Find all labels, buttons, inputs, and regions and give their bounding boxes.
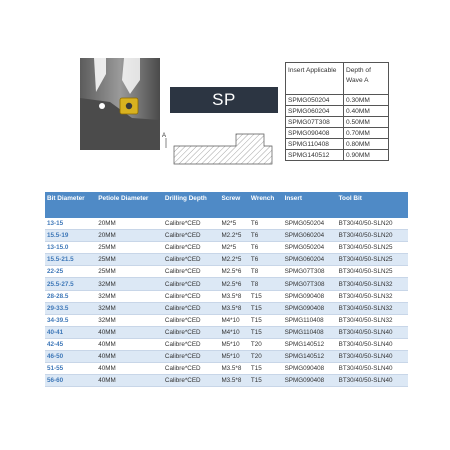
wrench-cell: T8 [249, 266, 283, 278]
header-drilling-depth: Drilling Depth [164, 195, 207, 202]
insert-cell: SPMG140512 [283, 338, 337, 350]
wrench-cell: T15 [249, 326, 283, 338]
petiole-diameter-cell: 32MM [96, 290, 163, 302]
wrench-cell: T15 [249, 375, 283, 387]
tool-bit-cell: BT30/40/50-SLN20 [337, 230, 408, 242]
bit-diameter-cell: 34-39.5 [45, 314, 96, 326]
wave-insert-cell: SPMG090408 [286, 128, 344, 139]
tool-bit-cell: BT30/40/50-SLN32 [337, 314, 408, 326]
wave-depth-cell: 0.50MM [344, 117, 389, 128]
wrench-cell: T6 [249, 218, 283, 230]
insert-type-badge: SP [170, 87, 278, 113]
bit-diameter-cell: 42-45 [45, 338, 96, 350]
table-row [45, 218, 408, 230]
tool-bit-cell: BT30/40/50-SLN25 [337, 242, 408, 254]
tool-bit-cell: BT30/40/50-SLN40 [337, 375, 408, 387]
drilling-depth-cell: Calibre*CED [163, 290, 220, 302]
petiole-diameter-cell: 20MM [96, 230, 163, 242]
screw-cell: M3.5*8 [219, 302, 248, 314]
tool-bit-cell: BT30/40/50-SLN40 [337, 363, 408, 375]
petiole-diameter-cell: 40MM [96, 326, 163, 338]
screw-cell: M2.5*6 [219, 278, 248, 290]
wave-header-depth: Depth of Wave A [344, 63, 389, 95]
wave-table-row [286, 106, 389, 117]
drilling-depth-cell: Calibre*CED [163, 338, 220, 350]
table-row [45, 266, 408, 278]
screw-cell: M3.5*8 [219, 363, 248, 375]
drilling-depth-cell: Calibre*CED [163, 326, 220, 338]
drilling-depth-cell: Calibre*CED [163, 254, 220, 266]
screw-cell: M4*10 [219, 314, 248, 326]
bit-diameter-cell: 15.5-21.5 [45, 254, 96, 266]
tool-bit-cell: BT30/40/50-SLN20 [337, 218, 408, 230]
drilling-depth-cell: Calibre*CED [163, 230, 220, 242]
screw-cell: M2.2*5 [219, 254, 248, 266]
header-insert: Insert [284, 195, 302, 202]
petiole-diameter-cell: 25MM [96, 254, 163, 266]
wave-table-row [286, 128, 389, 139]
wave-insert-cell: SPMG140512 [286, 150, 344, 161]
wave-insert-cell: SPMG110408 [286, 139, 344, 150]
tool-bit-cell: BT30/40/50-SLN40 [337, 338, 408, 350]
tool-bit-cell: BT30/40/50-SLN32 [337, 278, 408, 290]
wave-depth-cell: 0.90MM [344, 150, 389, 161]
screw-cell: M3.5*8 [219, 290, 248, 302]
bit-diameter-cell: 28-28.5 [45, 290, 96, 302]
wave-table-row [286, 117, 389, 128]
insert-cell: SPMG07T308 [283, 266, 337, 278]
screw-cell: M5*10 [219, 338, 248, 350]
table-row [45, 375, 408, 387]
wave-profile-sketch [162, 124, 278, 172]
petiole-diameter-cell: 25MM [96, 242, 163, 254]
wrench-cell: T15 [249, 363, 283, 375]
wave-depth-cell: 0.70MM [344, 128, 389, 139]
bit-diameter-cell: 29-33.5 [45, 302, 96, 314]
tool-bit-cell: BT30/40/50-SLN32 [337, 290, 408, 302]
drilling-depth-cell: Calibre*CED [163, 242, 220, 254]
screw-cell: M2.5*6 [219, 266, 248, 278]
petiole-diameter-cell: 40MM [96, 338, 163, 350]
petiole-diameter-cell: 40MM [96, 375, 163, 387]
drilling-depth-cell: Calibre*CED [163, 302, 220, 314]
drilling-depth-cell: Calibre*CED [163, 363, 220, 375]
header-wrench: Wrench [250, 195, 275, 202]
wave-table-row [286, 139, 389, 150]
wrench-cell: T6 [249, 254, 283, 266]
screw-cell: M4*10 [219, 326, 248, 338]
insert-cell: SPMG060204 [283, 254, 337, 266]
drilling-depth-cell: Calibre*CED [163, 375, 220, 387]
sketch-label-a: A [162, 133, 167, 139]
bit-diameter-cell: 13-15.0 [45, 242, 96, 254]
bit-diameter-cell: 22-25 [45, 266, 96, 278]
petiole-diameter-cell: 32MM [96, 278, 163, 290]
wave-depth-cell: 0.30MM [344, 95, 389, 106]
wrench-cell: T15 [249, 302, 283, 314]
wrench-cell: T15 [249, 314, 283, 326]
wrench-cell: T6 [249, 242, 283, 254]
header-screw: Screw [221, 195, 241, 202]
wave-table-header-row [286, 63, 389, 95]
table-row [45, 302, 408, 314]
table-row [45, 254, 408, 266]
drilling-depth-cell: Calibre*CED [163, 314, 220, 326]
petiole-diameter-cell: 25MM [96, 266, 163, 278]
wave-depth-cell: 0.40MM [344, 106, 389, 117]
tool-bit-cell: BT30/40/50-SLN40 [337, 351, 408, 363]
wave-table-row [286, 150, 389, 161]
table-row [45, 326, 408, 338]
header-bit-diameter: Bit Diameter [47, 195, 85, 202]
drilling-depth-cell: Calibre*CED [163, 351, 220, 363]
table-row [45, 290, 408, 302]
wave-insert-cell: SPMG07T308 [286, 117, 344, 128]
drill-insert-illustration [80, 58, 160, 150]
petiole-diameter-cell: 40MM [96, 363, 163, 375]
table-row [45, 242, 408, 254]
insert-cell: SPMG07T308 [283, 278, 337, 290]
screw-cell: M2*5 [219, 242, 248, 254]
wrench-cell: T20 [249, 338, 283, 350]
specification-table [45, 192, 408, 387]
wave-insert-cell: SPMG060204 [286, 106, 344, 117]
wrench-cell: T20 [249, 351, 283, 363]
table-row [45, 338, 408, 350]
insert-cell: SPMG110408 [283, 314, 337, 326]
screw-cell: M2.2*5 [219, 230, 248, 242]
insert-cell: SPMG090408 [283, 375, 337, 387]
petiole-diameter-cell: 32MM [96, 314, 163, 326]
table-row [45, 278, 408, 290]
wave-depth-table [285, 62, 389, 161]
table-row [45, 314, 408, 326]
screw-cell: M3.5*8 [219, 375, 248, 387]
wave-depth-cell: 0.80MM [344, 139, 389, 150]
tool-bit-cell: BT30/40/50-SLN32 [337, 302, 408, 314]
insert-cell: SPMG090408 [283, 302, 337, 314]
bit-diameter-cell: 56-60 [45, 375, 96, 387]
wrench-cell: T6 [249, 230, 283, 242]
bit-diameter-cell: 15.5-19 [45, 230, 96, 242]
wrench-cell: T15 [249, 290, 283, 302]
insert-cell: SPMG140512 [283, 351, 337, 363]
header-tool-bit: Tool Bit [338, 195, 362, 202]
table-row [45, 351, 408, 363]
petiole-diameter-cell: 40MM [96, 351, 163, 363]
screw-cell: M2*5 [219, 218, 248, 230]
insert-cell: SPMG050204 [283, 218, 337, 230]
insert-cell: SPMG090408 [283, 363, 337, 375]
bit-diameter-cell: 25.5-27.5 [45, 278, 96, 290]
table-row [45, 230, 408, 242]
drilling-depth-cell: Calibre*CED [163, 218, 220, 230]
tool-bit-cell: BT30/40/50-SLN40 [337, 326, 408, 338]
wave-table-row [286, 95, 389, 106]
insert-cell: SPMG060204 [283, 230, 337, 242]
bit-diameter-cell: 46-50 [45, 351, 96, 363]
spec-table-header-row [45, 192, 408, 218]
header-petiole-diameter: Petiole Diameter [98, 195, 149, 202]
drilling-depth-cell: Calibre*CED [163, 266, 220, 278]
bit-diameter-cell: 51-55 [45, 363, 96, 375]
tool-bit-cell: BT30/40/50-SLN25 [337, 254, 408, 266]
bit-diameter-cell: 13-15 [45, 218, 96, 230]
insert-cell: SPMG090408 [283, 290, 337, 302]
tool-bit-cell: BT30/40/50-SLN25 [337, 266, 408, 278]
bit-diameter-cell: 40-41 [45, 326, 96, 338]
wrench-cell: T8 [249, 278, 283, 290]
screw-cell: M5*10 [219, 351, 248, 363]
petiole-diameter-cell: 32MM [96, 302, 163, 314]
petiole-diameter-cell: 20MM [96, 218, 163, 230]
drilling-depth-cell: Calibre*CED [163, 278, 220, 290]
insert-cell: SPMG050204 [283, 242, 337, 254]
wave-header-insert: Insert Applicable [286, 63, 344, 95]
table-row [45, 363, 408, 375]
insert-cell: SPMG110408 [283, 326, 337, 338]
wave-insert-cell: SPMG050204 [286, 95, 344, 106]
